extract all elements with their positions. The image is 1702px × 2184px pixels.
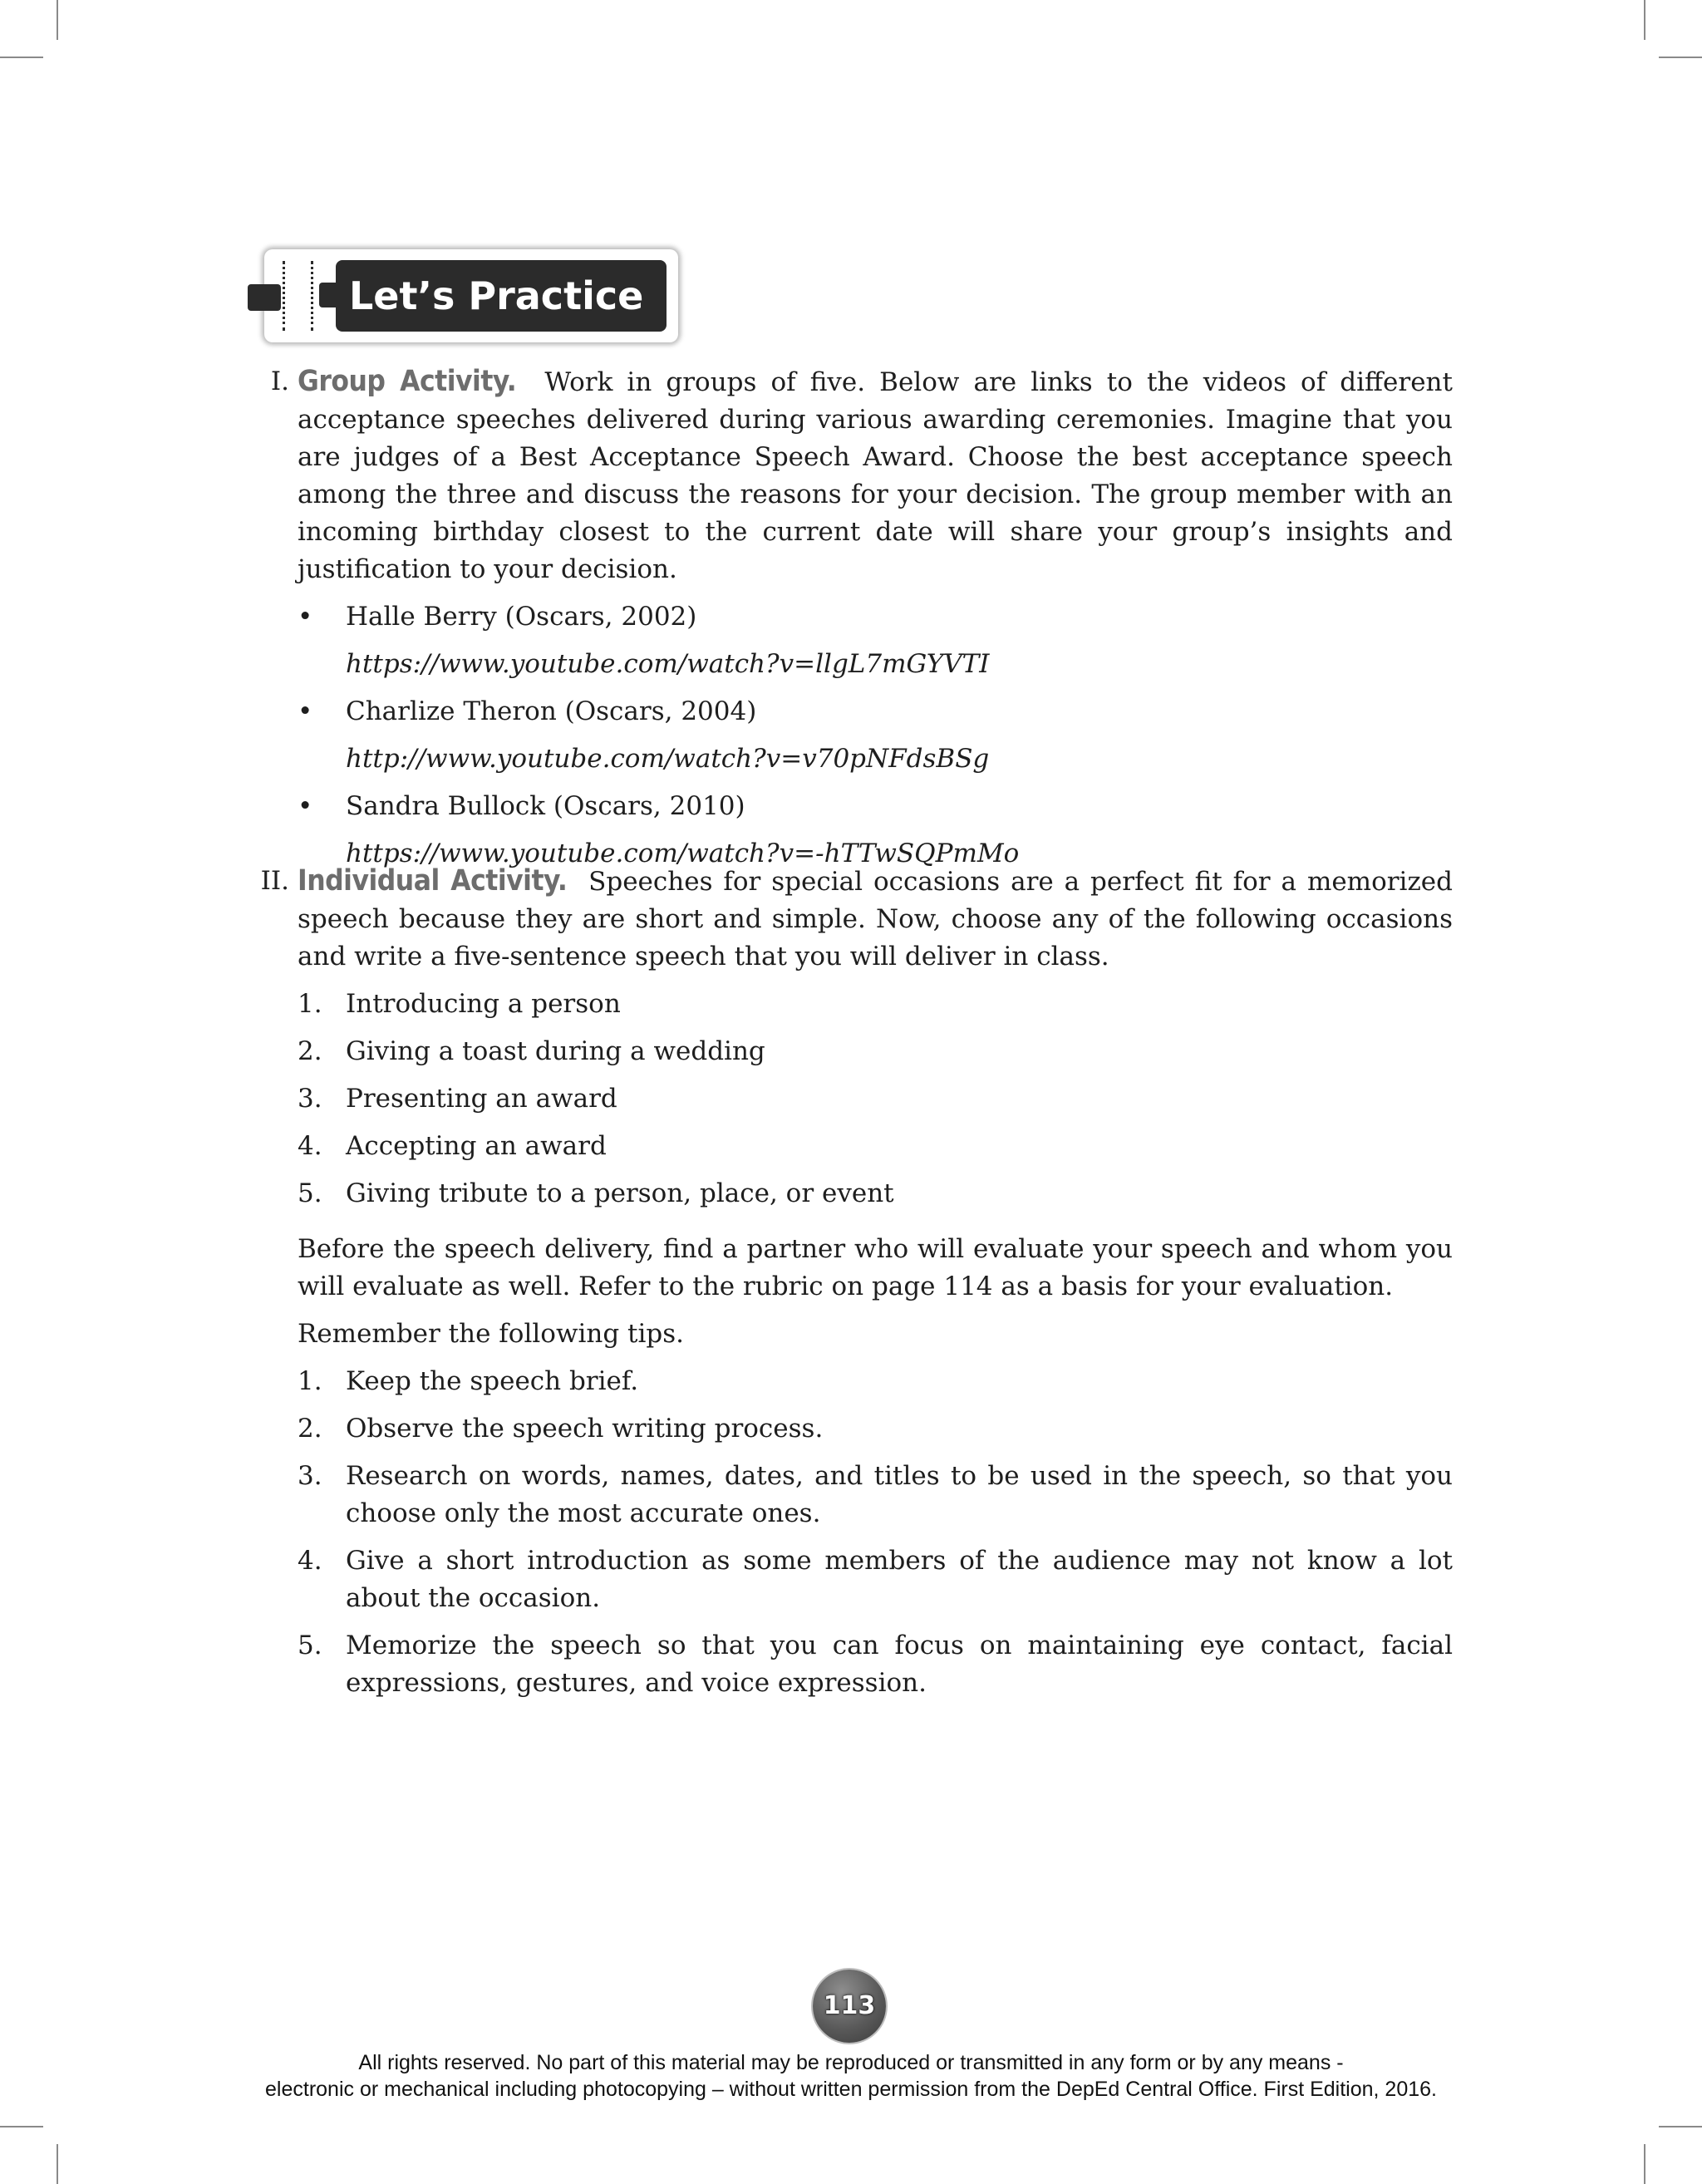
- video-speaker: Halle Berry (Oscars, 2002): [346, 602, 697, 632]
- occasion-text: Giving tribute to a person, place, or event: [346, 1178, 894, 1208]
- badge-stitch: [283, 261, 285, 331]
- occasion-text: Presenting an award: [346, 1084, 617, 1114]
- crop-mark: [1644, 0, 1645, 40]
- crop-mark: [1659, 2126, 1702, 2127]
- item-number: 4.: [298, 1546, 322, 1576]
- occasion-item: [298, 986, 1453, 1023]
- group-activity-row: [241, 363, 1453, 873]
- bullet: •: [298, 602, 313, 632]
- video-speaker: Charlize Theron (Oscars, 2004): [346, 696, 757, 726]
- group-activity-section: [241, 363, 1453, 873]
- tip-text: Research on words, names, dates, and titles to be used in the speech, so that you choose only the most accurate ones.: [346, 1461, 1453, 1528]
- video-speaker: Sandra Bullock (Oscars, 2010): [346, 791, 745, 821]
- group-activity-text: Work in groups of five. Below are links to the videos of different acceptance speeches delivered during various awarding ceremonies. Imagine that you are judges of a Best Acceptance Speech Award. Choose the best acceptance speech among the three and discuss the reasons for your decision. The group member with an incoming birthday closest to the current date will share your group’s insights and justification to your decision.: [298, 367, 1453, 584]
- item-number: 5.: [298, 1631, 322, 1660]
- individual-activity-heading: Individual Activity.: [298, 864, 568, 898]
- tips-intro: Remember the following tips.: [298, 1319, 685, 1349]
- crop-mark: [1644, 2144, 1645, 2184]
- individual-activity-row: [241, 863, 1453, 1702]
- badge-stitch: [311, 261, 313, 331]
- occasion-text: Accepting an award: [346, 1131, 607, 1161]
- individual-activity-section: [241, 863, 1453, 1702]
- occasion-text: Introducing a person: [346, 989, 621, 1019]
- tip-text: Give a short introduction as some members of the audience may not know a lot about the occasion.: [346, 1546, 1453, 1613]
- tip-text: Observe the speech writing process.: [346, 1414, 824, 1444]
- item-number: 1.: [298, 1366, 322, 1396]
- item-number: 3.: [298, 1084, 322, 1114]
- group-activity-heading: Group Activity.: [298, 365, 517, 398]
- item-number: 2.: [298, 1414, 322, 1444]
- tip-text: Keep the speech brief.: [346, 1366, 639, 1396]
- video-list: [298, 598, 1453, 873]
- crop-mark: [0, 57, 43, 58]
- occasion-item: [298, 1175, 1453, 1213]
- section-header-badge: [264, 249, 678, 342]
- tip-item: [298, 1458, 1453, 1532]
- copyright-line: All rights reserved. No part of this material may be reproduced or transmitted in any form or by any means -: [358, 2051, 1344, 2074]
- occasion-item: [298, 1033, 1453, 1070]
- copyright-line: electronic or mechanical including photocopying – without written permission from the DepEd Central Office. First Edition, 2016.: [265, 2078, 1437, 2101]
- crop-mark: [0, 2126, 43, 2127]
- individual-activity-instructions: [298, 863, 1453, 976]
- copyright-footer: [0, 2049, 1702, 2103]
- individual-activity-text: Speeches for special occasions are a perfect fit for a memorized speech because they are short and simple. Now, choose any of the following occasions and write a five-sentence speech that you will deliver in class.: [298, 867, 1453, 971]
- item-number: 1.: [298, 989, 322, 1019]
- group-activity-instructions: [298, 363, 1453, 588]
- bullet: •: [298, 791, 313, 821]
- tip-item: [298, 1410, 1453, 1448]
- occasion-item: [298, 1128, 1453, 1165]
- section-numeral: II.: [260, 866, 289, 896]
- tip-item: [298, 1627, 1453, 1702]
- video-link[interactable]: https://www.youtube.com/watch?v=-hTTwSQPmMo: [346, 839, 1020, 868]
- tip-text: Memorize the speech so that you can focus on maintaining eye contact, facial expressions, gestures, and voice expression.: [346, 1631, 1453, 1698]
- video-list-item: [298, 693, 1453, 778]
- crop-mark: [57, 2144, 58, 2184]
- tip-item: [298, 1363, 1453, 1400]
- occasion-item: [298, 1080, 1453, 1118]
- item-number: 5.: [298, 1178, 322, 1208]
- section-numeral: I.: [270, 366, 289, 396]
- item-number: 2.: [298, 1036, 322, 1066]
- bullet: •: [298, 696, 313, 726]
- video-link[interactable]: http://www.youtube.com/watch?v=v70pNFdsBSg: [346, 744, 990, 774]
- tip-item: [298, 1542, 1453, 1617]
- video-list-item: [298, 788, 1453, 873]
- video-list-item: [298, 598, 1453, 683]
- section-title: Let’s Practice: [336, 260, 667, 332]
- item-number: 3.: [298, 1461, 322, 1491]
- evaluation-paragraph: Before the speech delivery, find a partner who will evaluate your speech and whom you will evaluate as well. Refer to the rubric on page 114 as a basis for your evaluation.: [298, 1234, 1453, 1301]
- item-number: 4.: [298, 1131, 322, 1161]
- crop-mark: [1659, 57, 1702, 58]
- video-link[interactable]: https://www.youtube.com/watch?v=llgL7mGYVTI: [346, 649, 990, 679]
- badge-tab: [248, 284, 281, 311]
- tips-list: [298, 1363, 1453, 1702]
- crop-mark: [57, 0, 58, 40]
- occasion-list: [298, 986, 1453, 1213]
- page-number: 113: [813, 1970, 886, 2043]
- occasion-text: Giving a toast during a wedding: [346, 1036, 765, 1066]
